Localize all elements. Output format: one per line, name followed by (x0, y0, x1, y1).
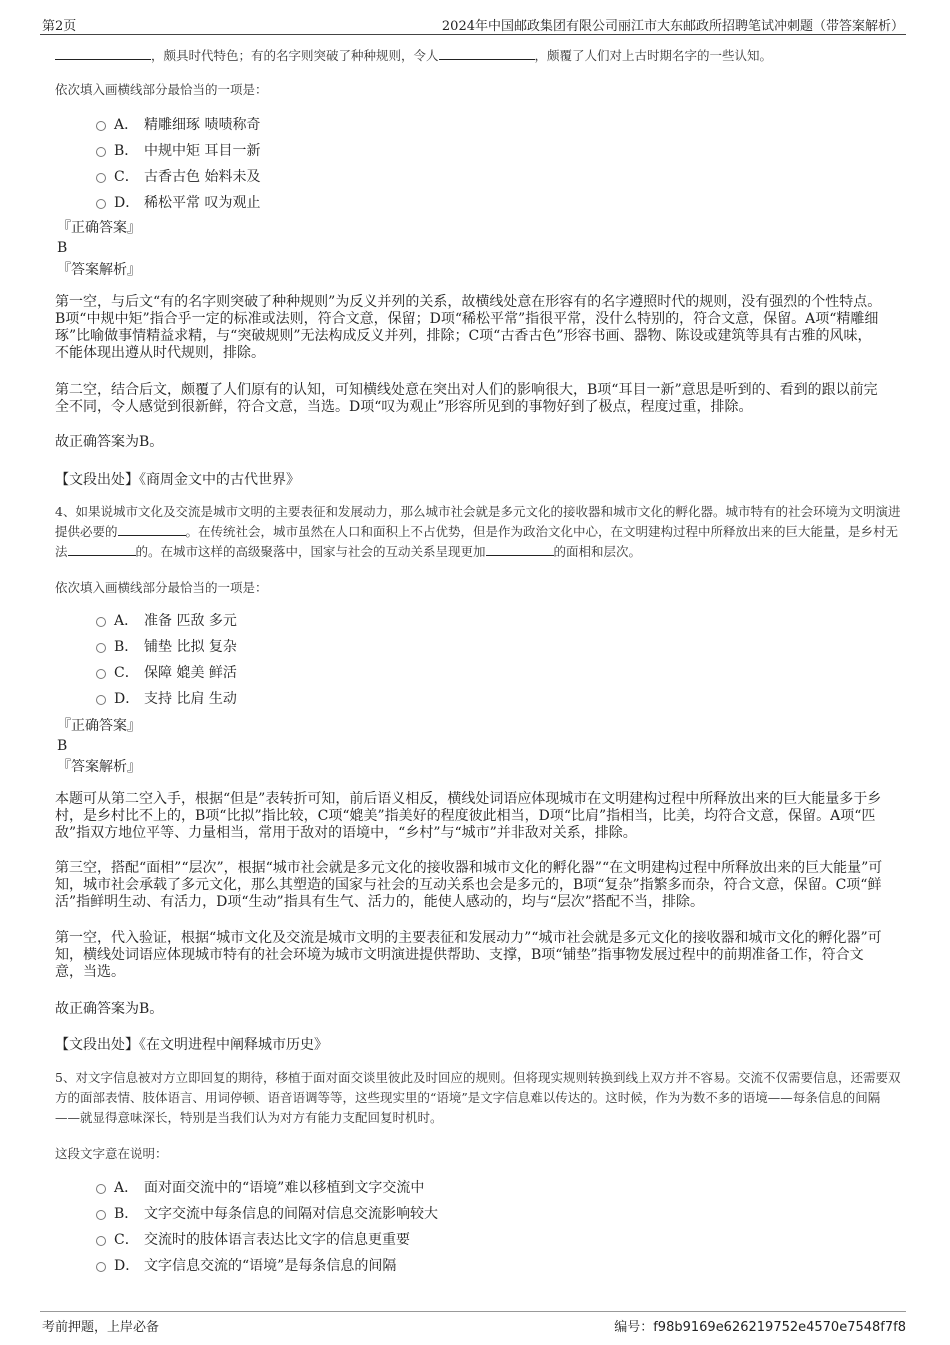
q5-prompt: 这段文字意在说明： (55, 1146, 168, 1161)
q3-blank-2 (439, 46, 535, 60)
q4-option-b[interactable]: B． 铺垫 比拟 复杂 (96, 633, 237, 659)
radio-icon[interactable] (96, 1262, 106, 1272)
q3-analysis-paragraph: 第二空，结合后文，颇覆了人们原有的认知，可知横线处意在突出对人们的影响很大，B项“耳目一新”意思是听到的、看到的跟以前完全不同，令人感觉到很新鲜，符合文意，当选。D项“叹为观止”形容所见到的事物好到了极点，程度过重，排除。 (55, 382, 878, 415)
q4-analysis-paragraph: 本题可从第二空入手，根据“但是”表转折可知，前后语义相反，横线处词语应体现城市在文明建构过程中所释放出来的巨大能量多于乡村，是乡村比不上的，B项“比拟”指比较，C项“媲美”指美好的程度彼此相当，D项“比肩”指相当，比美，均符合文意，保留。A项“匹敌”指双方地位平等、力量相当，常用于敌对的语境中，“乡村”与“城市”并非敌对关系，排除。 (55, 791, 882, 841)
radio-icon[interactable] (96, 669, 106, 679)
q5-option-a[interactable]: A． 面对面交流中的“语境”难以移植到文字交流中 (96, 1174, 438, 1200)
q4-options (96, 607, 237, 711)
q4-analysis-paragraph: 第一空，代入验证，根据“城市文化及交流是城市文明的主要表征和发展动力”“城市社会就是多元文化的接收器和城市文化的孵化器”可知，横线处词语应体现城市特有的社会环境为城市文明演进提供帮助、支撑，B项“铺垫”指事物发展过程中的前期准备工作，符合文意，当选。 (55, 930, 882, 980)
footer-slogan: 考前押题，上岸必备 (42, 1320, 160, 1335)
q4-option-d[interactable]: D． 支持 比肩 生动 (96, 685, 237, 711)
q4-option-c[interactable]: C． 保障 媲美 鲜活 (96, 659, 237, 685)
radio-icon[interactable] (96, 617, 106, 627)
q3-option-c[interactable]: C． 古香古色 始料未及 (96, 163, 260, 189)
radio-icon[interactable] (96, 1210, 106, 1220)
q3-analysis-paragraph: 第一空，与后文“有的名字则突破了种种规则”为反义并列的关系，故横线处意在形容有的名字遵照时代的规则，没有强烈的个性特点。B项“中规中矩”指合乎一定的标准或法则，符合文意，保留；D项“稀松平常”指很平常，没什么特别的，符合文意，保留。A项“精雕细琢”比喻做事情精益求精，与“突破规则”无法构成反义并列，排除；C项“古香古色”形容书画、器物、陈设或建筑等具有古雅的风味，不能体现出遵从时代规则，排除。 (55, 294, 882, 361)
radio-icon[interactable] (96, 1184, 106, 1194)
q4-analysis-paragraph: 第三空，搭配“面相”“层次”，根据“城市社会就是多元文化的接收器和城市文化的孵化器”“在文明建构过程中所释放出来的巨大能量”可知，城市社会承载了多元文化，那么其塑造的国家与社会的互动关系也会是多元的，B项“复杂”指繁多而杂，符合文意，保留。C项“鲜活”指鲜明生动、有活力，D项“生动”指具有生气、活力的，能使人感动的，均与“层次”搭配不当，排除。 (55, 860, 883, 910)
q3-answer-title: 『正确答案』 (57, 220, 141, 236)
q4-analysis-paragraph: 故正确答案为B。 (55, 1001, 164, 1017)
q3-blank-1 (55, 46, 151, 60)
page-header (40, 13, 906, 35)
radio-icon[interactable] (96, 173, 106, 183)
q3-answer: B (57, 240, 68, 256)
document-title: 2024年中国邮政集团有限公司丽江市大东邮政所招聘笔试冲刺题（带答案解析） (441, 19, 904, 34)
q5-option-b[interactable]: B． 文字交流中每条信息的间隔对信息交流影响较大 (96, 1200, 438, 1226)
q3-analysis-paragraph: 故正确答案为B。 (55, 434, 164, 450)
q4-option-a[interactable]: A． 准备 匹敌 多元 (96, 607, 237, 633)
q3-option-d[interactable]: D． 稀松平常 叹为观止 (96, 189, 260, 215)
q3-options (96, 111, 260, 215)
radio-icon[interactable] (96, 1236, 106, 1246)
radio-icon[interactable] (96, 695, 106, 705)
q4-stem: 4、如果说城市文化及交流是城市文明的主要表征和发展动力，那么城市社会就是多元文化的接收器和城市文化的孵化器。城市特有的社会环境为文明演进提供必要的 。在传统社会，城市虽然在人口和面积上不占优势，但是作为政治文化中心，在文明建构过程中所释放出来的巨大能量，是乡村无法 的。在城市这样的高级聚落中，国家与社会的互动关系呈现更加 的面相和层次。 (55, 504, 901, 559)
q4-blank-3 (486, 542, 554, 556)
q4-blank-1 (118, 522, 186, 536)
q3-analysis-title: 『答案解析』 (57, 262, 141, 278)
radio-icon[interactable] (96, 643, 106, 653)
q3-prompt: 依次填入画横线部分最恰当的一项是： (55, 82, 268, 97)
radio-icon[interactable] (96, 121, 106, 131)
q4-prompt: 依次填入画横线部分最恰当的一项是： (55, 580, 268, 595)
q5-options (96, 1174, 438, 1278)
q5-option-c[interactable]: C． 交流时的肢体语言表达比文字的信息更重要 (96, 1226, 438, 1252)
page-number: 第2页 (42, 19, 77, 34)
q5-option-d[interactable]: D． 文字信息交流的“语境”是每条信息的间隔 (96, 1252, 438, 1278)
q4-source: 【文段出处】《在文明进程中阐释城市历史》 (55, 1037, 328, 1053)
document-code: 编号：f98b9169e626219752e4570e7548f7f8 (614, 1320, 906, 1335)
page-footer (40, 1311, 906, 1335)
q3-source: 【文段出处】《商周金文中的古代世界》 (55, 472, 300, 488)
radio-icon[interactable] (96, 147, 106, 157)
radio-icon[interactable] (96, 199, 106, 209)
q4-answer: B (57, 738, 68, 754)
q5-stem: 5、对文字信息被对方立即回复的期待，移植于面对面交谈里彼此及时回应的规则。但将现实规则转换到线上双方并不容易。交流不仅需要信息，还需要双方的面部表情、肢体语言、用词停顿、语音语调等等，这些现实里的“语境”是文字信息难以传达的。这时候，作为为数不多的语境——每条信息的间隔——就显得意味深长，特别是当我们认为对方有能力支配回复时机时。 (55, 1070, 901, 1125)
q3-stem: ，颇具时代特色；有的名字则突破了种种规则，令人 ，颇覆了人们对上古时期名字的一些认知。 (55, 46, 903, 66)
q4-blank-2 (68, 542, 136, 556)
q4-answer-title: 『正确答案』 (57, 718, 141, 734)
q3-option-a[interactable]: A． 精雕细琢 啧啧称奇 (96, 111, 260, 137)
q3-option-b[interactable]: B． 中规中矩 耳目一新 (96, 137, 260, 163)
q4-analysis-title: 『答案解析』 (57, 759, 141, 775)
